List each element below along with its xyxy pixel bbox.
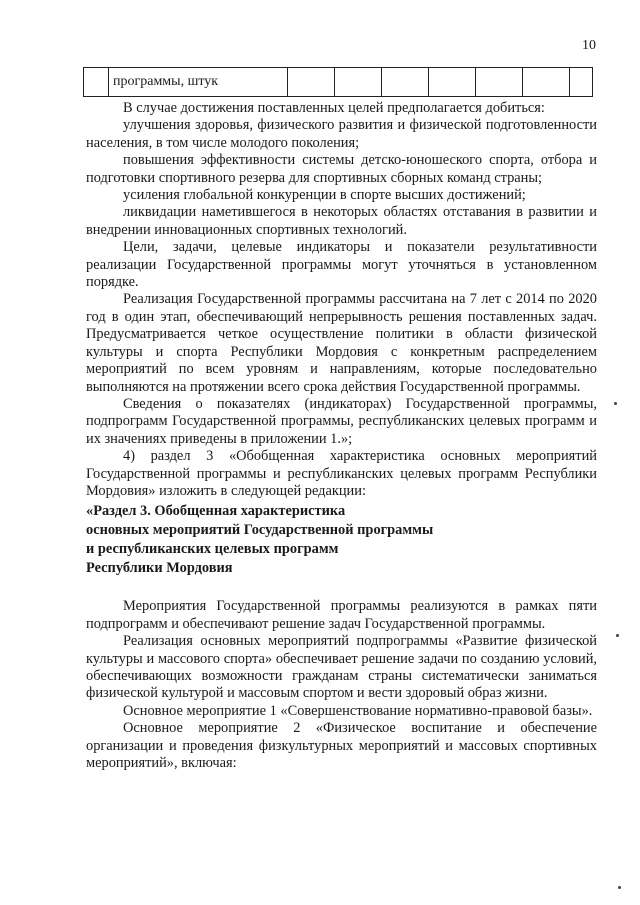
heading-line: и республиканских целевых программ: [86, 541, 339, 558]
table-row: [84, 68, 593, 97]
scan-speck: [618, 886, 621, 889]
paragraph: улучшения здоровья, физического развития и физической подготовленности населения, в том числе молодого поколения;: [86, 117, 597, 151]
paragraph: Реализация основных мероприятий подпрограммы «Развитие физической культуры и массового спорта» обеспечивает решение задачи по созданию условий, обеспечивающих возможности гражданам страны систематически заниматься физической культурой и массовым спортом и вести здоровый образ жизни.: [86, 633, 597, 702]
table-cell: [429, 68, 476, 97]
paragraph: Сведения о показателях (индикаторах) Государственной программы, подпрограмм Государственной программы, республиканских целевых программ и их значениях приведены в приложении 1.»;: [86, 395, 597, 447]
table-cell: [570, 68, 593, 97]
paragraph: повышения эффективности системы детско-юношеского спорта, отбора и подготовки спортивного резерва для спортивных сборных команд страны;: [86, 152, 597, 186]
paragraph: Мероприятия Государственной программы реализуются в рамках пяти подпрограмм и обеспечивают решение задач Государственной программы.: [86, 598, 597, 632]
paragraph: Реализация Государственной программы рассчитана на 7 лет с 2014 по 2020 год в один этап, обеспечивающий непрерывность решения поставленных задач. Предусматривается четкое осуществление политики в области физической культуры и спорта Республики Мордовия с конкретным распределением мероприятий по всем уровням и направлениям, которые последовательно выполняются на протяжении всего срока действия Государственной программы.: [86, 291, 597, 395]
indicator-table-fragment: [83, 67, 593, 97]
paragraph: Основное мероприятие 1 «Совершенствование нормативно-правовой базы».: [123, 702, 593, 719]
table-cell: [382, 68, 429, 97]
paragraph: Основное мероприятие 2 «Физическое воспитание и обеспечение организации и проведения физкультурных мероприятий и массовых спортивных мероприятий», включая:: [86, 720, 597, 771]
page-number: 10: [582, 38, 596, 53]
table-cell: [335, 68, 382, 97]
paragraph: ликвидации наметившегося в некоторых областях отставания в развитии и внедрении инновационных спортивных технологий.: [86, 204, 597, 238]
heading-line: основных мероприятий Государственной программы: [86, 522, 434, 539]
paragraph: В случае достижения поставленных целей предполагается добиться:: [123, 100, 545, 116]
table-cell: [476, 68, 523, 97]
table-cell: [288, 68, 335, 97]
paragraph: 4) раздел 3 «Обобщенная характеристика основных мероприятий Государственной программы и республиканских целевых программ Республики Мордовия» изложить в следующей редакции:: [86, 448, 597, 499]
table-cell-label: программы, штук: [109, 68, 288, 97]
heading-line: «Раздел 3. Обобщенная характеристика: [86, 503, 346, 520]
paragraph: Цели, задачи, целевые индикаторы и показатели результативности реализации Государственной программы могут уточняться в установленном порядке.: [86, 239, 597, 291]
document-body: [86, 100, 597, 772]
heading-line: Республики Мордовия: [86, 560, 233, 577]
scan-speck: [616, 634, 619, 637]
section-heading: [86, 502, 597, 578]
scan-speck: [614, 402, 617, 405]
table-cell: [523, 68, 570, 97]
table-cell: [84, 68, 109, 97]
paragraph: усиления глобальной конкуренции в спорте высших достижений;: [123, 187, 526, 204]
